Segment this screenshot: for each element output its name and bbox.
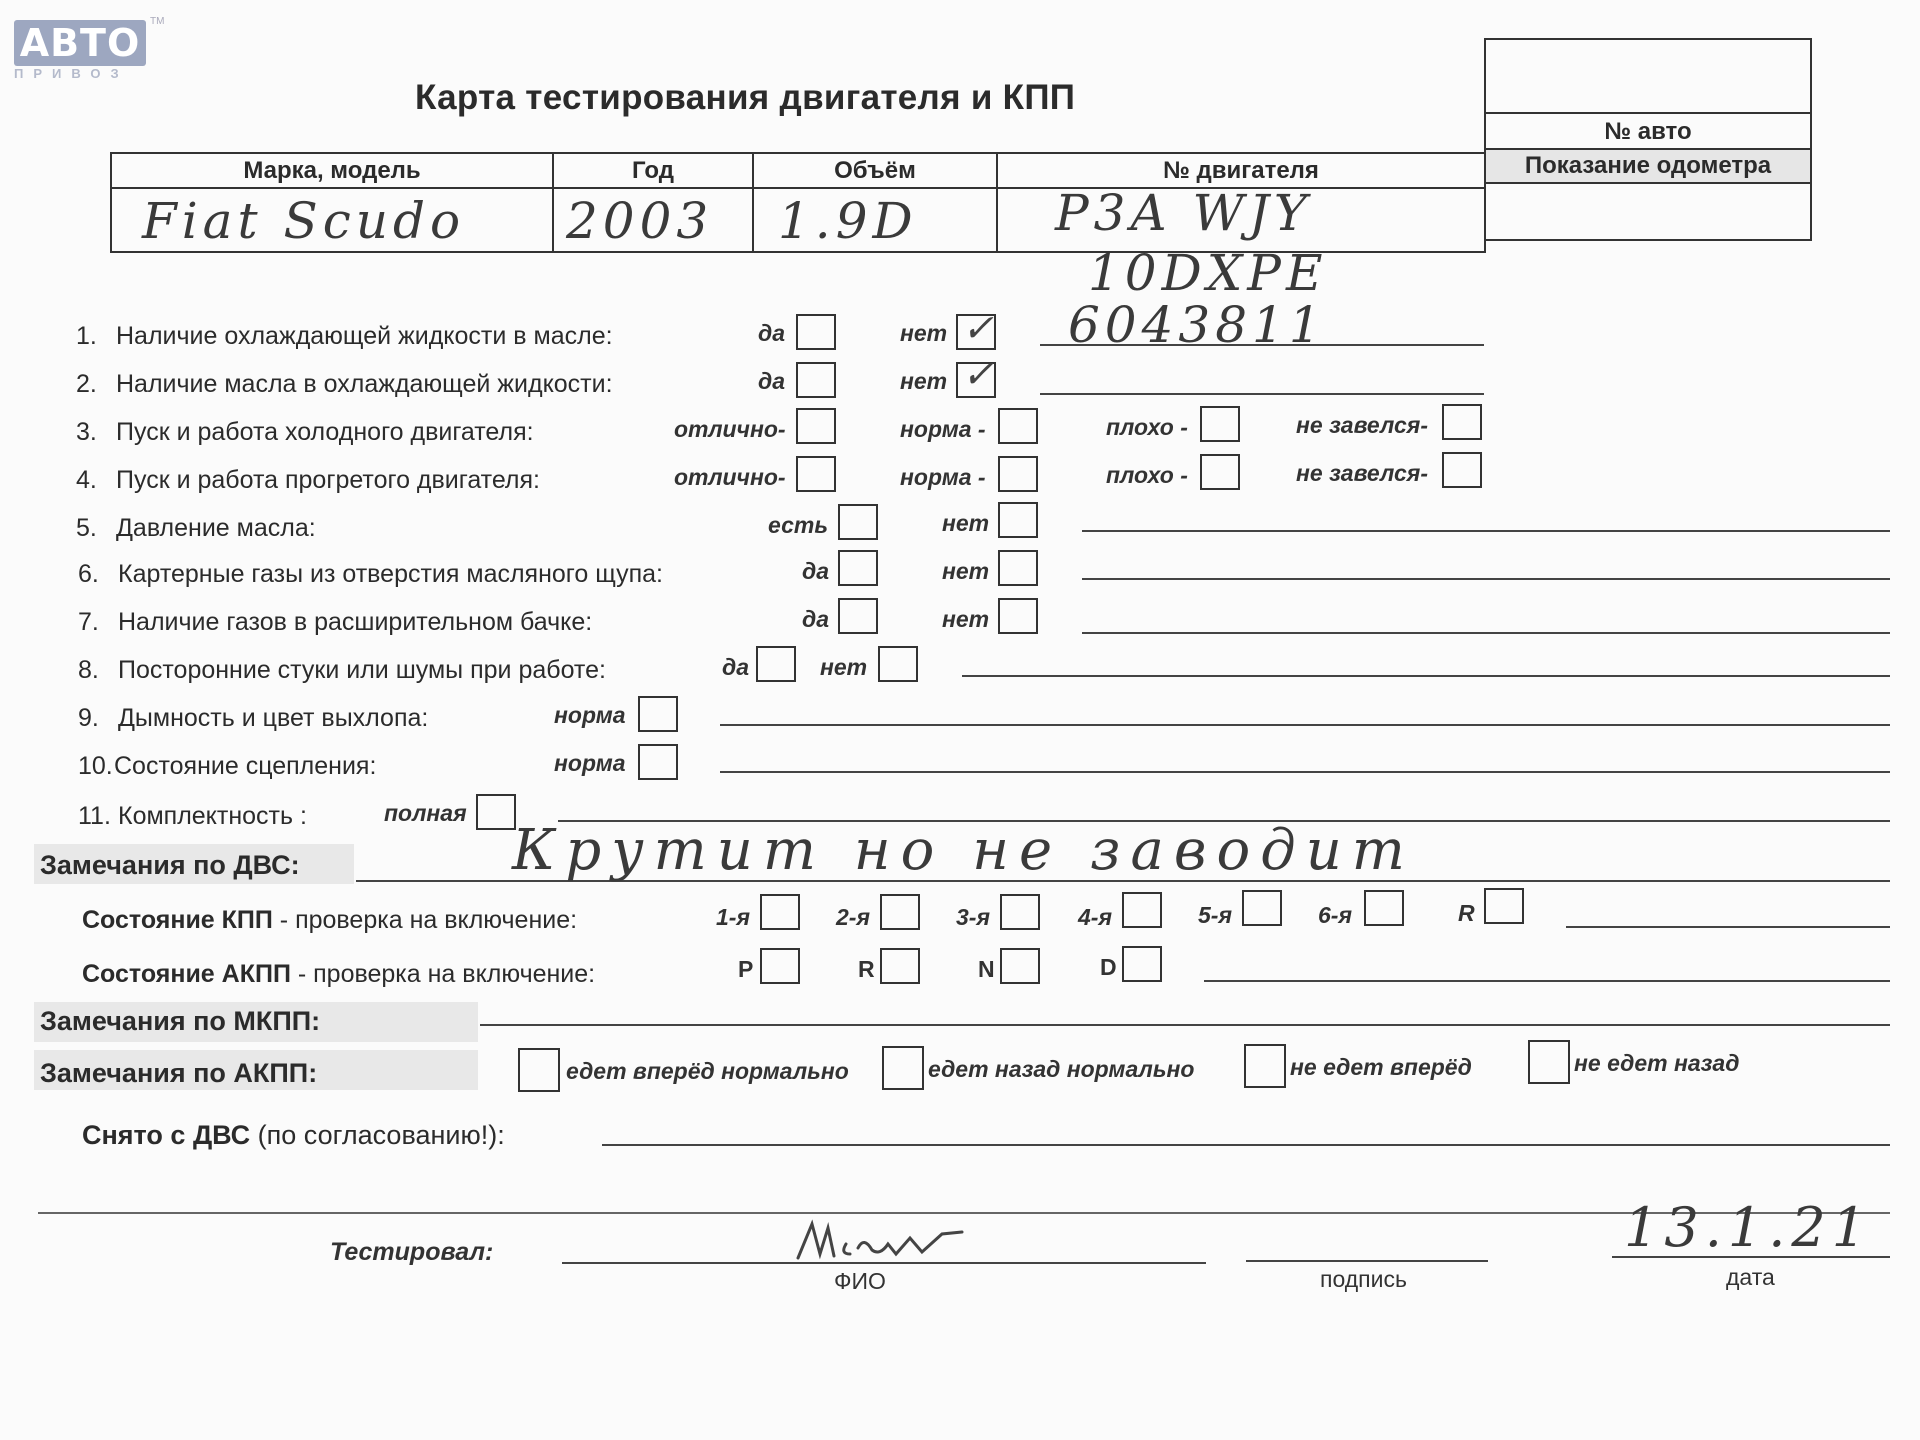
signature-label: подпись: [1320, 1266, 1407, 1292]
checkbox[interactable]: [1200, 406, 1240, 442]
option-label: не завелся-: [1296, 460, 1428, 486]
checkbox[interactable]: [878, 646, 918, 682]
checkbox[interactable]: [638, 744, 678, 780]
akpp-label-bold: Состояние АКПП: [82, 960, 291, 988]
answer-line: [1040, 393, 1484, 395]
checkbox[interactable]: [882, 1046, 924, 1090]
question-text: Наличие газов в расширительном бачке:: [118, 608, 593, 636]
checkbox[interactable]: [998, 598, 1038, 634]
logo-trademark: TM: [150, 16, 165, 27]
fio-label: ФИО: [834, 1268, 886, 1294]
question-text: Картерные газы из отверстия масляного щупа:: [118, 560, 663, 588]
mode-label: N: [978, 956, 995, 982]
option-label: да: [802, 558, 830, 584]
option-label: не завелся-: [1296, 412, 1428, 438]
option-label: полная: [384, 800, 467, 826]
question-number: 3.: [76, 418, 97, 446]
option-label: да: [802, 606, 830, 632]
option-label: нет: [900, 320, 948, 346]
question-text: Дымность и цвет выхлопа:: [118, 704, 429, 732]
mode-label: P: [738, 956, 754, 982]
option-label: плохо -: [1106, 462, 1188, 488]
option-label: нет: [942, 558, 990, 584]
mode-label: R: [858, 956, 875, 982]
question-number: 4.: [76, 466, 97, 494]
checkbox[interactable]: [1242, 890, 1282, 926]
removed-label: [82, 1120, 505, 1151]
checkbox[interactable]: [838, 598, 878, 634]
akpp-option-label: не едет назад: [1574, 1050, 1740, 1076]
checkbox[interactable]: [880, 894, 920, 930]
box-divider: [1486, 112, 1810, 114]
checkmark-icon: ✓: [962, 352, 994, 396]
question-number: 9.: [78, 704, 99, 732]
checkbox[interactable]: [998, 550, 1038, 586]
checkbox[interactable]: [998, 408, 1038, 444]
answer-line: [1082, 632, 1890, 634]
answer-line: [1082, 530, 1890, 532]
handwritten-dvs-remark: Крутит но не заводит: [512, 818, 1415, 883]
handwritten-model: Fiat Scudo: [142, 192, 466, 250]
gear-label: 6-я: [1318, 902, 1352, 928]
column-volume: Объём: [753, 153, 997, 188]
checkbox[interactable]: [1122, 892, 1162, 928]
column-engine-number: № двигателя: [997, 153, 1485, 188]
odometer-label: Показание одометра: [1524, 152, 1772, 179]
remarks-mkpp-label: Замечания по МКПП:: [40, 1006, 321, 1036]
option-label: нет: [942, 606, 990, 632]
removed-label-bold: Снято с ДВС: [82, 1120, 251, 1150]
option-label: норма: [554, 750, 626, 776]
checkbox[interactable]: [760, 948, 800, 984]
option-label: норма: [554, 702, 626, 728]
checkbox[interactable]: [838, 550, 878, 586]
checkbox[interactable]: [1244, 1044, 1286, 1088]
gear-label: 4-я: [1078, 904, 1112, 930]
handwritten-engine-number-line3: 6043811: [1068, 296, 1326, 354]
checkbox[interactable]: [796, 408, 836, 444]
gear-label: 5-я: [1198, 902, 1232, 928]
option-label: отлично-: [674, 416, 786, 442]
checkbox[interactable]: [518, 1048, 560, 1092]
checkmark-icon: ✓: [962, 306, 994, 350]
question-number: 8.: [78, 656, 99, 684]
option-label: норма -: [900, 416, 986, 442]
checkbox[interactable]: [1484, 888, 1524, 924]
question-text: Посторонние стуки или шумы при работе:: [118, 656, 606, 684]
question-number: 11.: [78, 802, 111, 830]
option-label: отлично-: [674, 464, 786, 490]
checkbox[interactable]: [1442, 452, 1482, 488]
option-label: нет: [900, 368, 948, 394]
vehicle-info-box: [1484, 38, 1812, 241]
gear-label: 3-я: [956, 904, 990, 930]
logo-subtitle: ПРИВОЗ: [14, 66, 129, 81]
handwritten-year: 2003: [566, 192, 714, 250]
option-label: норма -: [900, 464, 986, 490]
option-label: да: [758, 368, 786, 394]
answer-line: [962, 675, 1890, 677]
akpp-label-rest: - проверка на включение:: [290, 960, 596, 988]
checkbox[interactable]: [638, 696, 678, 732]
checkbox[interactable]: [1442, 404, 1482, 440]
option-label: нет: [942, 510, 990, 536]
question-text: Пуск и работа прогретого двигателя:: [116, 466, 540, 494]
option-label: да: [758, 320, 786, 346]
handwritten-date: 13.1.21: [1624, 1196, 1873, 1259]
removed-label-rest: (по согласованию!):: [250, 1120, 505, 1150]
date-label: дата: [1726, 1264, 1775, 1290]
remarks-dvs-label: Замечания по ДВС:: [40, 850, 300, 880]
column-model: Марка, модель: [111, 153, 553, 188]
checkbox[interactable]: [1364, 890, 1404, 926]
option-label: плохо -: [1106, 414, 1188, 440]
signature-scribble: [792, 1214, 982, 1268]
checkbox[interactable]: [796, 456, 836, 492]
checkbox[interactable]: [998, 456, 1038, 492]
gear-label: 2-я: [836, 904, 870, 930]
logo-text: АВТО: [14, 20, 146, 66]
kpp-label-bold: Состояние КПП: [82, 906, 273, 934]
question-number: 5.: [76, 514, 97, 542]
option-label: да: [722, 654, 750, 680]
checkbox[interactable]: [1122, 946, 1162, 982]
handwritten-engine-number-line1: P3A WJY: [1055, 184, 1312, 242]
question-text: Давление масла:: [116, 514, 316, 542]
checkbox[interactable]: [1000, 948, 1040, 984]
column-year: Год: [553, 153, 753, 188]
question-text: Наличие охлаждающей жидкости в масле:: [116, 322, 613, 350]
checkbox[interactable]: [760, 894, 800, 930]
question-number: 7.: [78, 608, 99, 636]
option-label: нет: [820, 654, 868, 680]
answer-line: [1082, 578, 1890, 580]
auto-number-label: № авто: [1604, 118, 1692, 145]
checkbox[interactable]: [880, 948, 920, 984]
answer-line: [602, 1144, 1890, 1146]
answer-line: [1204, 980, 1890, 982]
question-number: 2.: [76, 370, 97, 398]
kpp-label: [82, 906, 577, 935]
akpp-label: [82, 960, 595, 989]
akpp-option-label: не едет вперёд: [1290, 1054, 1472, 1080]
tested-label: Тестировал:: [330, 1238, 494, 1266]
option-label: есть: [768, 512, 828, 538]
question-number: 6.: [78, 560, 99, 588]
question-text: Пуск и работа холодного двигателя:: [116, 418, 534, 446]
answer-line: [1566, 926, 1890, 928]
gear-label: 1-я: [716, 904, 750, 930]
question-text: Наличие масла в охлаждающей жидкости:: [116, 370, 613, 398]
answer-line: [720, 771, 1890, 773]
handwritten-volume: 1.9D: [778, 192, 918, 250]
akpp-option-label: едет вперёд нормально: [566, 1058, 849, 1084]
question-number: 10.: [78, 752, 113, 780]
mode-label: D: [1100, 954, 1117, 980]
handwritten-engine-number-line2: 10DXPE: [1088, 244, 1328, 302]
question-text: Состояние сцепления:: [114, 752, 377, 780]
avtoprivoz-logo: [14, 20, 150, 66]
checkbox[interactable]: [838, 504, 878, 540]
checkbox[interactable]: [796, 314, 836, 350]
checkbox[interactable]: [476, 794, 516, 830]
question-number: 1.: [76, 322, 97, 350]
checkbox[interactable]: [998, 502, 1038, 538]
remarks-akpp-label: Замечания по АКПП:: [40, 1058, 318, 1088]
answer-line: [480, 1024, 1890, 1026]
question-text: Комплектность :: [118, 802, 307, 830]
checkbox[interactable]: [796, 362, 836, 398]
akpp-option-label: едет назад нормально: [928, 1056, 1195, 1082]
checkbox[interactable]: [1528, 1040, 1570, 1084]
checkbox[interactable]: [1000, 894, 1040, 930]
answer-line: [720, 724, 1890, 726]
answer-line: [1040, 344, 1484, 346]
gear-label: R: [1458, 900, 1475, 926]
box-divider: [1486, 182, 1810, 184]
checkbox[interactable]: [756, 646, 796, 682]
checkbox[interactable]: [1200, 454, 1240, 490]
kpp-label-rest: - проверка на включение:: [272, 906, 578, 934]
page-title: Карта тестирования двигателя и КПП: [415, 78, 1076, 117]
signature-line: [1246, 1260, 1488, 1262]
